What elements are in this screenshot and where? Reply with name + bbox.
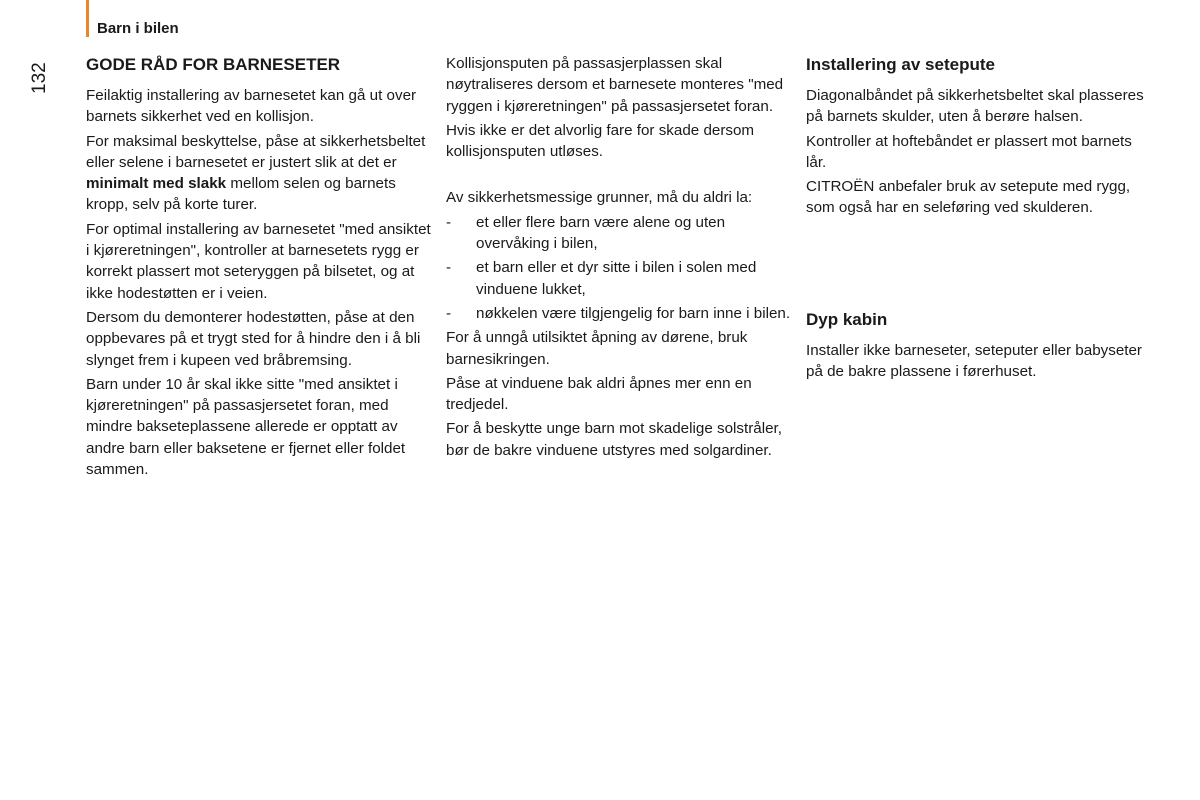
list-dash: - bbox=[446, 213, 452, 231]
safety-list bbox=[446, 212, 791, 324]
column-1 bbox=[86, 53, 431, 483]
page-number: 132 bbox=[29, 62, 50, 94]
paragraph: For å beskytte unge barn mot skadelige solstråler, bør de bakre vinduene utstyres med solgardiner. bbox=[446, 420, 782, 459]
column-2 bbox=[446, 53, 791, 464]
text-span: For maksimal beskyttelse, påse at sikkerhetsbeltet eller selene i barnesetet er justert slik at det er bbox=[86, 132, 426, 171]
heading-child-seat-advice: GODE RÅD FOR BARNESETER bbox=[86, 55, 341, 74]
list-dash: - bbox=[446, 259, 452, 277]
list-item-text: nøkkelen være tilgjengelig for barn inne i bilen. bbox=[476, 304, 791, 322]
heading-booster-seat: Installering av setepute bbox=[806, 55, 995, 74]
list-item bbox=[446, 303, 791, 324]
paragraph: For optimal installering av barnesetet "med ansiktet i kjøreretningen", kontroller at barnesetets rygg er korrekt plassert mot seteryggen på bilsetet, og at ikke hodestøtten er i veien. bbox=[86, 220, 431, 302]
paragraph: Barn under 10 år skal ikke sitte "med ansiktet i kjøreretningen" på passasjersetet foran, med mindre bakseteplassene allerede er opptatt av andre barn eller baksetene er fjernet eller foldet sammen. bbox=[86, 375, 406, 479]
list-item-text: et barn eller et dyr sitte i bilen i solen med vinduene lukket, bbox=[476, 259, 757, 298]
section-gap bbox=[806, 222, 1156, 308]
section-title: Barn i bilen bbox=[97, 20, 179, 37]
paragraph: Kontroller at hoftebåndet er plassert mot barnets lår. bbox=[806, 132, 1132, 171]
list-dash: - bbox=[446, 304, 452, 322]
spacer bbox=[446, 165, 791, 187]
paragraph: Hvis ikke er det alvorlig fare for skade dersom kollisjonsputen utløses. bbox=[446, 121, 755, 161]
list-item-text: et eller flere barn være alene og uten overvåking i bilen, bbox=[476, 213, 726, 253]
paragraph: CITROËN anbefaler bruk av setepute med rygg, som også har en seleføring ved skulderen. bbox=[806, 178, 1131, 217]
heading-deep-cab: Dyp kabin bbox=[806, 309, 888, 329]
paragraph: Dersom du demonterer hodestøtten, påse at den oppbevares på et trygt sted for å hindre den i å bli slynget frem i kupeen ved bråbremsing. bbox=[86, 308, 421, 369]
list-item bbox=[446, 212, 791, 255]
paragraph: Kollisjonsputen på passasjerplassen skal nøytraliseres dersom et barnesete monteres "med ryggen i kjøreretningen" på passasjersetet foran. bbox=[446, 55, 784, 115]
column-3 bbox=[806, 53, 1156, 385]
text-span: mellom selen og barnets kropp, selv på korte turer. bbox=[86, 175, 396, 214]
header-accent-bar bbox=[86, 0, 89, 37]
paragraph: Påse at vinduene bak aldri åpnes mer enn en tredjedel. bbox=[446, 374, 752, 414]
paragraph: Feilaktig installering av barnesetet kan gå ut over barnets sikkerhet ved en kollisjon. bbox=[86, 87, 417, 126]
paragraph: For å unngå utilsiktet åpning av dørene, bruk barnesikringen. bbox=[446, 329, 748, 368]
paragraph: Av sikkerhetsmessige grunner, må du aldri la: bbox=[446, 189, 753, 207]
paragraph: Diagonalbåndet på sikkerhetsbeltet skal plasseres på barnets skulder, uten å berøre halsen. bbox=[806, 87, 1144, 126]
paragraph: Installer ikke barneseter, seteputer eller babyseter på de bakre plassene i førerhuset. bbox=[806, 341, 1142, 381]
paragraph-slack bbox=[86, 131, 431, 216]
list-item bbox=[446, 257, 791, 300]
bold-text: minimalt med slakk bbox=[86, 175, 227, 193]
